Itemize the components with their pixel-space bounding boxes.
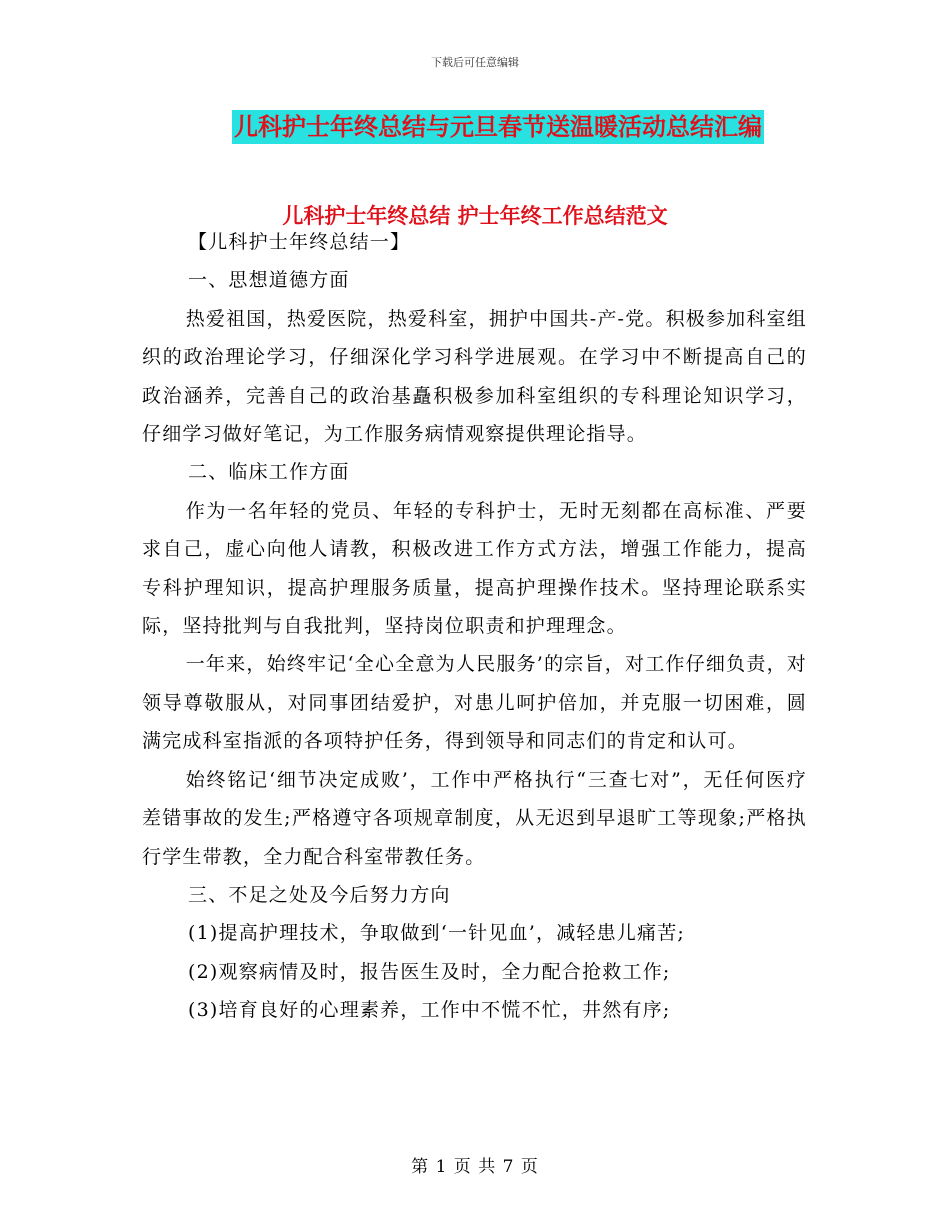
page-header-note: 下载后可任意编辑 [431, 56, 519, 69]
document-body [142, 223, 807, 1030]
page-number-footer: 第 1 页 共 7 页 [411, 1157, 539, 1177]
body-paragraph: 热爱祖国，热爱医院，热爱科室，拥护中国共-产-党。积极参加科室组织的政治理论学习，仔细深化学习科学进展观。在学习中不断提高自己的政治涵养，完善自己的政治基矗积极参加科室组织的专科理论知识学习，仔细学习做好笔记，为工作服务病情观察提供理论指导。 [142, 307, 807, 446]
list-item: (3)培育良好的心理素养，工作中不慌不忙，井然有序; [188, 999, 671, 1022]
body-paragraph: 一年来，始终牢记‘全心全意为人民服务’的宗旨，对工作仔细负责，对领导尊敬服从，对同事团结爱护，对患儿呵护倍加，并克服一切困难，圆满完成科室指派的各项特护任务，得到领导和同志们的肯定和认可。 [142, 653, 807, 753]
document-subtitle: 儿科护士年终总结 护士年终工作总结范文 [282, 204, 668, 228]
list-item: (2)观察病情及时，报告医生及时，全力配合抢救工作; [188, 960, 671, 983]
section-heading: 三、不足之处及今后努力方向 [188, 883, 451, 906]
document-title: 儿科护士年终总结与元旦春节送温暖活动总结汇编 [232, 110, 764, 144]
section-heading: 二、临床工作方面 [188, 461, 350, 484]
section-heading: 一、思想道德方面 [188, 269, 350, 292]
list-item: (1)提高护理技术，争取做到‘一针见血’，减轻患儿痛苦; [188, 922, 685, 945]
body-paragraph: 始终铭记‘细节决定成败’，工作中严格执行“三查七对”，无任何医疗差错事故的发生;严格遵守各项规章制度，从无迟到早退旷工等现象;严格执行学生带教，全力配合科室带教任务。 [142, 768, 807, 868]
main-title-container [0, 110, 950, 144]
section-heading: 【儿科护士年终总结一】 [188, 231, 411, 253]
body-paragraph: 作为一名年轻的党员、年轻的专科护士，无时无刻都在高标准、严要求自己，虚心向他人请教，积极改进工作方式方法，增强工作能力，提高专科护理知识，提高护理服务质量，提高护理操作技术。坚持理论联系实际，坚持批判与自我批判，坚持岗位职责和护理理念。 [142, 499, 807, 638]
